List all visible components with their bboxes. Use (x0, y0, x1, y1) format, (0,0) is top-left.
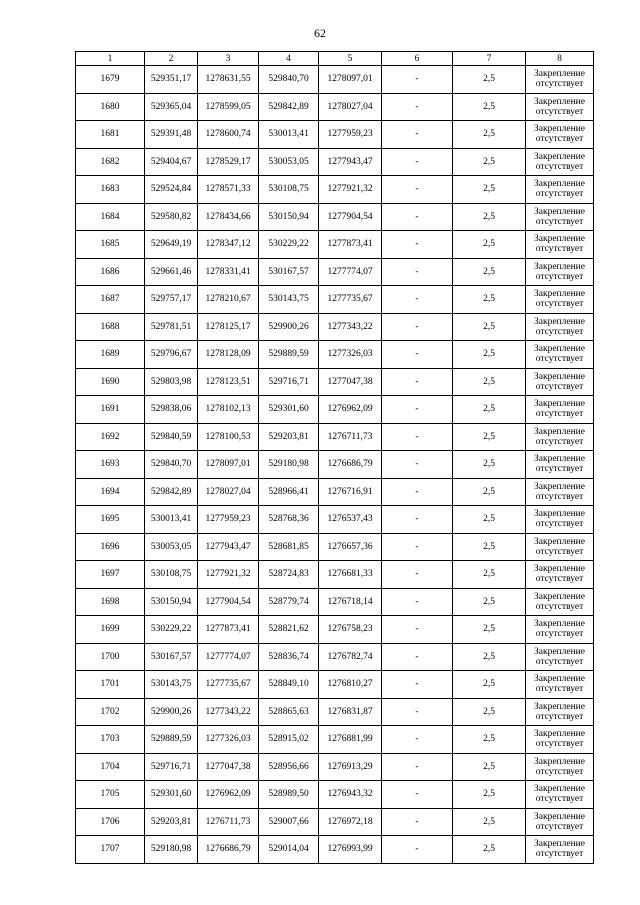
coord-y1-cell: 1276711,73 (198, 808, 259, 836)
point-number-cell: 1701 (76, 671, 145, 699)
coord-y1-cell: 1276686,79 (198, 836, 259, 864)
coord-y2-cell: 1276972,18 (319, 808, 382, 836)
coord-x1-cell: 529524,84 (145, 176, 198, 204)
coord-x1-cell: 529203,81 (145, 808, 198, 836)
coord-y1-cell: 1277873,41 (198, 616, 259, 644)
coord-y1-cell: 1278529,17 (198, 148, 259, 176)
point-number-cell: 1689 (76, 341, 145, 369)
coord-y2-cell: 1277959,23 (319, 121, 382, 149)
coord-y1-cell: 1277774,07 (198, 643, 259, 671)
coord-y1-cell: 1277326,03 (198, 726, 259, 754)
point-number-cell: 1700 (76, 643, 145, 671)
coord-x1-cell: 530108,75 (145, 561, 198, 589)
marker-cell: - (382, 671, 453, 699)
fixation-note-cell: Закрепление отсутствует (526, 588, 594, 616)
coord-x1-cell: 529716,71 (145, 753, 198, 781)
value-cell: 2,5 (453, 341, 526, 369)
value-cell: 2,5 (453, 286, 526, 314)
fixation-note-cell: Закрепление отсутствует (526, 808, 594, 836)
value-cell: 2,5 (453, 506, 526, 534)
coord-x1-cell: 529889,59 (145, 726, 198, 754)
column-header-3: 3 (198, 52, 259, 66)
fixation-note-cell: Закрепление отсутствует (526, 616, 594, 644)
value-cell: 2,5 (453, 203, 526, 231)
marker-cell: - (382, 533, 453, 561)
value-cell: 2,5 (453, 423, 526, 451)
column-header-8: 8 (526, 52, 594, 66)
coord-x1-cell: 529180,98 (145, 836, 198, 864)
coord-y1-cell: 1278331,41 (198, 258, 259, 286)
value-cell: 2,5 (453, 231, 526, 259)
marker-cell: - (382, 121, 453, 149)
marker-cell: - (382, 313, 453, 341)
table-row (76, 588, 594, 616)
coord-y1-cell: 1278128,09 (198, 341, 259, 369)
value-cell: 2,5 (453, 148, 526, 176)
value-cell: 2,5 (453, 313, 526, 341)
point-number-cell: 1699 (76, 616, 145, 644)
column-header-4: 4 (259, 52, 319, 66)
value-cell: 2,5 (453, 561, 526, 589)
value-cell: 2,5 (453, 121, 526, 149)
point-number-cell: 1690 (76, 368, 145, 396)
marker-cell: - (382, 753, 453, 781)
coord-x2-cell: 529180,98 (259, 451, 319, 479)
fixation-note-cell: Закрепление отсутствует (526, 506, 594, 534)
coord-y2-cell: 1276881,99 (319, 726, 382, 754)
value-cell: 2,5 (453, 753, 526, 781)
value-cell: 2,5 (453, 588, 526, 616)
marker-cell: - (382, 203, 453, 231)
coord-y2-cell: 1276537,43 (319, 506, 382, 534)
coord-x2-cell: 528681,85 (259, 533, 319, 561)
fixation-note-cell: Закрепление отсутствует (526, 643, 594, 671)
fixation-note-cell: Закрепление отсутствует (526, 478, 594, 506)
coord-x1-cell: 529838,06 (145, 396, 198, 424)
marker-cell: - (382, 423, 453, 451)
coord-y1-cell: 1277343,22 (198, 698, 259, 726)
fixation-note-cell: Закрепление отсутствует (526, 671, 594, 699)
fixation-note-cell: Закрепление отсутствует (526, 423, 594, 451)
coord-y2-cell: 1277904,54 (319, 203, 382, 231)
coord-x1-cell: 529391,48 (145, 121, 198, 149)
coord-y2-cell: 1276810,27 (319, 671, 382, 699)
coord-y1-cell: 1276962,09 (198, 781, 259, 809)
fixation-note-cell: Закрепление отсутствует (526, 781, 594, 809)
fixation-note-cell: Закрепление отсутствует (526, 698, 594, 726)
marker-cell: - (382, 478, 453, 506)
coord-y1-cell: 1278102,13 (198, 396, 259, 424)
value-cell: 2,5 (453, 808, 526, 836)
fixation-note-cell: Закрепление отсутствует (526, 726, 594, 754)
fixation-note-cell: Закрепление отсутствует (526, 176, 594, 204)
table-row (76, 148, 594, 176)
table-row (76, 836, 594, 864)
coord-x2-cell: 530053,05 (259, 148, 319, 176)
coord-y1-cell: 1277904,54 (198, 588, 259, 616)
coord-x2-cell: 529301,60 (259, 396, 319, 424)
coord-x2-cell: 529014,04 (259, 836, 319, 864)
point-number-cell: 1693 (76, 451, 145, 479)
coord-y2-cell: 1276831,87 (319, 698, 382, 726)
coord-y2-cell: 1277943,47 (319, 148, 382, 176)
value-cell: 2,5 (453, 478, 526, 506)
table-row (76, 368, 594, 396)
page-number: 62 (314, 26, 326, 40)
coord-y2-cell: 1277921,32 (319, 176, 382, 204)
table-row (76, 698, 594, 726)
point-number-cell: 1680 (76, 93, 145, 121)
column-header-2: 2 (145, 52, 198, 66)
coord-x2-cell: 528915,02 (259, 726, 319, 754)
table-row (76, 396, 594, 424)
point-number-cell: 1692 (76, 423, 145, 451)
marker-cell: - (382, 368, 453, 396)
coord-y1-cell: 1278434,66 (198, 203, 259, 231)
coord-x1-cell: 529301,60 (145, 781, 198, 809)
coord-y1-cell: 1278599,05 (198, 93, 259, 121)
coord-x2-cell: 530150,94 (259, 203, 319, 231)
coord-x1-cell: 529803,98 (145, 368, 198, 396)
table-row (76, 781, 594, 809)
coord-x2-cell: 528956,66 (259, 753, 319, 781)
coord-x1-cell: 529842,89 (145, 478, 198, 506)
coord-x2-cell: 529203,81 (259, 423, 319, 451)
coord-x1-cell: 529661,46 (145, 258, 198, 286)
column-header-6: 6 (382, 52, 453, 66)
coord-x1-cell: 530167,57 (145, 643, 198, 671)
coord-y1-cell: 1278347,12 (198, 231, 259, 259)
point-number-cell: 1681 (76, 121, 145, 149)
coord-x2-cell: 528865,63 (259, 698, 319, 726)
column-header-1: 1 (76, 52, 145, 66)
coord-y2-cell: 1277326,03 (319, 341, 382, 369)
fixation-note-cell: Закрепление отсутствует (526, 66, 594, 94)
coord-y2-cell: 1276681,33 (319, 561, 382, 589)
marker-cell: - (382, 341, 453, 369)
point-number-cell: 1705 (76, 781, 145, 809)
fixation-note-cell: Закрепление отсутствует (526, 836, 594, 864)
coord-x1-cell: 530013,41 (145, 506, 198, 534)
point-number-cell: 1683 (76, 176, 145, 204)
fixation-note-cell: Закрепление отсутствует (526, 368, 594, 396)
coord-y2-cell: 1277735,67 (319, 286, 382, 314)
point-number-cell: 1682 (76, 148, 145, 176)
coord-y1-cell: 1278097,01 (198, 451, 259, 479)
table-row (76, 616, 594, 644)
fixation-note-cell: Закрепление отсутствует (526, 93, 594, 121)
table-row (76, 93, 594, 121)
coord-x2-cell: 528768,36 (259, 506, 319, 534)
table-row (76, 203, 594, 231)
table-row (76, 176, 594, 204)
point-number-cell: 1688 (76, 313, 145, 341)
value-cell: 2,5 (453, 396, 526, 424)
value-cell: 2,5 (453, 836, 526, 864)
table-header-row (76, 52, 594, 66)
table-row (76, 121, 594, 149)
point-number-cell: 1702 (76, 698, 145, 726)
marker-cell: - (382, 643, 453, 671)
point-number-cell: 1679 (76, 66, 145, 94)
value-cell: 2,5 (453, 93, 526, 121)
coord-x1-cell: 529840,59 (145, 423, 198, 451)
table-row (76, 478, 594, 506)
coord-y1-cell: 1278571,33 (198, 176, 259, 204)
table-row (76, 753, 594, 781)
coord-x1-cell: 530143,75 (145, 671, 198, 699)
table-row (76, 341, 594, 369)
coord-x2-cell: 530013,41 (259, 121, 319, 149)
coord-y2-cell: 1277343,22 (319, 313, 382, 341)
marker-cell: - (382, 698, 453, 726)
marker-cell: - (382, 176, 453, 204)
table-row (76, 726, 594, 754)
coord-y2-cell: 1276711,73 (319, 423, 382, 451)
value-cell: 2,5 (453, 781, 526, 809)
marker-cell: - (382, 836, 453, 864)
marker-cell: - (382, 258, 453, 286)
coord-x2-cell: 529889,59 (259, 341, 319, 369)
value-cell: 2,5 (453, 698, 526, 726)
coord-x2-cell: 528836,74 (259, 643, 319, 671)
point-number-cell: 1694 (76, 478, 145, 506)
coord-y2-cell: 1276718,14 (319, 588, 382, 616)
coord-y1-cell: 1278600,74 (198, 121, 259, 149)
fixation-note-cell: Закрепление отсутствует (526, 561, 594, 589)
coord-x2-cell: 528966,41 (259, 478, 319, 506)
fixation-note-cell: Закрепление отсутствует (526, 121, 594, 149)
coord-x1-cell: 529840,70 (145, 451, 198, 479)
fixation-note-cell: Закрепление отсутствует (526, 148, 594, 176)
marker-cell: - (382, 561, 453, 589)
point-number-cell: 1704 (76, 753, 145, 781)
coord-y1-cell: 1278125,17 (198, 313, 259, 341)
marker-cell: - (382, 396, 453, 424)
value-cell: 2,5 (453, 726, 526, 754)
coord-x2-cell: 530229,22 (259, 231, 319, 259)
coord-y2-cell: 1278027,04 (319, 93, 382, 121)
coord-x2-cell: 530108,75 (259, 176, 319, 204)
coord-y2-cell: 1276943,32 (319, 781, 382, 809)
coord-x1-cell: 529781,51 (145, 313, 198, 341)
coord-y2-cell: 1277047,38 (319, 368, 382, 396)
table-row (76, 561, 594, 589)
marker-cell: - (382, 808, 453, 836)
point-number-cell: 1686 (76, 258, 145, 286)
marker-cell: - (382, 66, 453, 94)
point-number-cell: 1698 (76, 588, 145, 616)
coord-x2-cell: 529716,71 (259, 368, 319, 396)
point-number-cell: 1691 (76, 396, 145, 424)
coord-y2-cell: 1276782,74 (319, 643, 382, 671)
point-number-cell: 1706 (76, 808, 145, 836)
coord-x2-cell: 528989,50 (259, 781, 319, 809)
point-number-cell: 1696 (76, 533, 145, 561)
coord-y2-cell: 1277774,07 (319, 258, 382, 286)
coord-y2-cell: 1276962,09 (319, 396, 382, 424)
table-body (76, 66, 594, 864)
table-row (76, 451, 594, 479)
coord-x1-cell: 530053,05 (145, 533, 198, 561)
coord-x1-cell: 529404,67 (145, 148, 198, 176)
marker-cell: - (382, 588, 453, 616)
marker-cell: - (382, 148, 453, 176)
column-header-5: 5 (319, 52, 382, 66)
marker-cell: - (382, 726, 453, 754)
coord-x1-cell: 529365,04 (145, 93, 198, 121)
fixation-note-cell: Закрепление отсутствует (526, 286, 594, 314)
value-cell: 2,5 (453, 368, 526, 396)
marker-cell: - (382, 616, 453, 644)
coord-y2-cell: 1276657,36 (319, 533, 382, 561)
table-row (76, 313, 594, 341)
coord-y1-cell: 1278210,67 (198, 286, 259, 314)
table-row (76, 808, 594, 836)
value-cell: 2,5 (453, 66, 526, 94)
value-cell: 2,5 (453, 671, 526, 699)
coord-x2-cell: 528779,74 (259, 588, 319, 616)
table-row (76, 533, 594, 561)
point-number-cell: 1707 (76, 836, 145, 864)
marker-cell: - (382, 286, 453, 314)
point-number-cell: 1703 (76, 726, 145, 754)
coord-y1-cell: 1277943,47 (198, 533, 259, 561)
marker-cell: - (382, 451, 453, 479)
fixation-note-cell: Закрепление отсутствует (526, 396, 594, 424)
coord-x2-cell: 530167,57 (259, 258, 319, 286)
value-cell: 2,5 (453, 533, 526, 561)
coord-y1-cell: 1277047,38 (198, 753, 259, 781)
value-cell: 2,5 (453, 616, 526, 644)
coord-x2-cell: 529900,26 (259, 313, 319, 341)
marker-cell: - (382, 231, 453, 259)
coord-x1-cell: 529649,19 (145, 231, 198, 259)
fixation-note-cell: Закрепление отсутствует (526, 313, 594, 341)
coord-x1-cell: 530150,94 (145, 588, 198, 616)
point-number-cell: 1685 (76, 231, 145, 259)
coord-y2-cell: 1278097,01 (319, 66, 382, 94)
coord-y2-cell: 1276716,91 (319, 478, 382, 506)
coord-x1-cell: 529796,67 (145, 341, 198, 369)
coord-x2-cell: 528724,83 (259, 561, 319, 589)
coord-x2-cell: 529840,70 (259, 66, 319, 94)
fixation-note-cell: Закрепление отсутствует (526, 341, 594, 369)
coord-y2-cell: 1276993,99 (319, 836, 382, 864)
coord-x1-cell: 529900,26 (145, 698, 198, 726)
fixation-note-cell: Закрепление отсутствует (526, 451, 594, 479)
point-number-cell: 1697 (76, 561, 145, 589)
coord-y1-cell: 1278123,51 (198, 368, 259, 396)
marker-cell: - (382, 506, 453, 534)
coord-y2-cell: 1276686,79 (319, 451, 382, 479)
table-row (76, 258, 594, 286)
table-row (76, 671, 594, 699)
value-cell: 2,5 (453, 258, 526, 286)
coord-y1-cell: 1278027,04 (198, 478, 259, 506)
value-cell: 2,5 (453, 643, 526, 671)
fixation-note-cell: Закрепление отсутствует (526, 753, 594, 781)
coord-x2-cell: 529007,66 (259, 808, 319, 836)
table-row (76, 231, 594, 259)
fixation-note-cell: Закрепление отсутствует (526, 533, 594, 561)
fixation-note-cell: Закрепление отсутствует (526, 231, 594, 259)
coord-x2-cell: 530143,75 (259, 286, 319, 314)
marker-cell: - (382, 93, 453, 121)
coord-x1-cell: 530229,22 (145, 616, 198, 644)
value-cell: 2,5 (453, 451, 526, 479)
fixation-note-cell: Закрепление отсутствует (526, 203, 594, 231)
coord-y2-cell: 1276758,23 (319, 616, 382, 644)
coord-y2-cell: 1277873,41 (319, 231, 382, 259)
coord-y2-cell: 1276913,29 (319, 753, 382, 781)
table-row (76, 66, 594, 94)
coord-x1-cell: 529580,82 (145, 203, 198, 231)
coord-x1-cell: 529757,17 (145, 286, 198, 314)
value-cell: 2,5 (453, 176, 526, 204)
coord-x2-cell: 529842,89 (259, 93, 319, 121)
coord-y1-cell: 1278631,55 (198, 66, 259, 94)
coord-y1-cell: 1277921,32 (198, 561, 259, 589)
point-number-cell: 1687 (76, 286, 145, 314)
table-row (76, 643, 594, 671)
point-number-cell: 1684 (76, 203, 145, 231)
column-header-7: 7 (453, 52, 526, 66)
coord-y1-cell: 1278100,53 (198, 423, 259, 451)
coordinates-table (75, 51, 594, 864)
point-number-cell: 1695 (76, 506, 145, 534)
coord-x2-cell: 528821,62 (259, 616, 319, 644)
coord-y1-cell: 1277959,23 (198, 506, 259, 534)
table-row (76, 286, 594, 314)
marker-cell: - (382, 781, 453, 809)
table-row (76, 506, 594, 534)
coord-y1-cell: 1277735,67 (198, 671, 259, 699)
table-row (76, 423, 594, 451)
coord-x2-cell: 528849,10 (259, 671, 319, 699)
coord-x1-cell: 529351,17 (145, 66, 198, 94)
fixation-note-cell: Закрепление отсутствует (526, 258, 594, 286)
